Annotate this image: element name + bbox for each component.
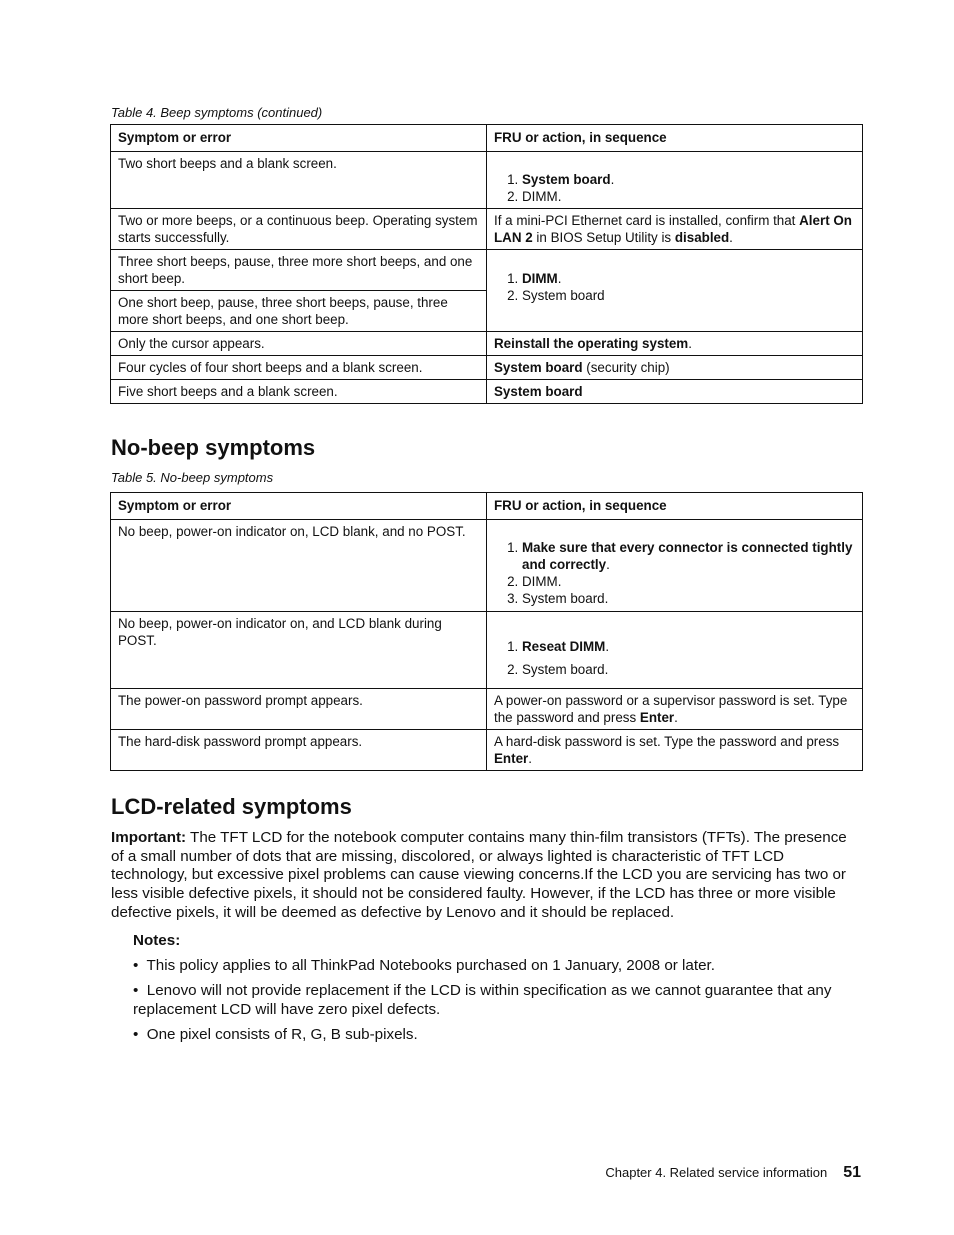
fru-list [494,539,855,607]
table-row [111,250,863,291]
page-number: 51 [843,1164,861,1181]
fru-text: . [528,751,532,766]
fru-cell [487,612,863,689]
fru-list [494,638,855,678]
list-item: 3. System board. [522,590,855,607]
table-header-row [111,493,863,520]
symptom-cell: One short beep, pause, three short beeps, pause, three more short beeps, and one short beep. [111,291,487,332]
section-heading: No-beep symptoms [111,435,316,460]
list-item [522,171,855,188]
note-text: Lenovo will not provide replacement if the LCD is within specification as we cannot guarantee that any replacement LCD will have zero pixel defects. [133,982,832,1018]
fru-action-bold: DIMM [522,271,558,286]
note-text: One pixel consists of R, G, B sub-pixels. [146,1026,418,1043]
list-item [522,638,855,655]
list-item [522,539,855,573]
list-item [522,270,855,287]
list-item [133,1025,843,1044]
fru-list [494,270,855,304]
fru-text: A hard-disk password is set. Type the password and press [494,734,840,749]
fru-text-bold: disabled [674,230,730,245]
important-text: The TFT LCD for the notebook computer contains many thin-film transistors (TFTs). The presence of a small number of dots that are missing, discolored, or always lighted is characteristic of TFT LCD technology, but excessive pixel problems can cause viewing concerns.If the LCD you are servicing has two or less visible defective pixels, it should not be considered faulty. However, if the LCD has three or more visible defective pixels, it will be deemed as defective by Lenovo and it should be replaced. [111,829,847,921]
fru-cell [487,380,863,404]
fru-action-tail: . [606,557,610,572]
fru-text-bold: System board [494,360,583,375]
symptom-cell: Five short beeps and a blank screen. [111,380,487,404]
fru-text: A power-on password or a supervisor password is set. Type the password and press [494,693,848,725]
table-row [111,356,863,380]
table-row [111,689,863,730]
fru-text: If a mini-PCI Ethernet card is installed, confirm that [494,213,800,228]
fru-cell [487,689,863,730]
list-item: 2. DIMM. [522,188,855,205]
fru-text: . [688,336,692,351]
beep-symptoms-table [110,124,863,404]
column-header-symptom: Symptom or error [111,493,487,520]
symptom-cell: Only the cursor appears. [111,332,487,356]
fru-action-bold: Make sure that every connector is connected tightly and correctly [522,540,853,572]
table-row [111,380,863,404]
symptom-cell: Three short beeps, pause, three more short beeps, and one short beep. [111,250,487,291]
list-item [133,956,843,975]
column-header-fru: FRU or action, in sequence [487,125,863,152]
fru-action-tail: . [605,639,610,654]
fru-text-bold: Reinstall the operating system [494,336,689,351]
bullet-icon: • [133,982,139,999]
table-row [111,520,863,612]
fru-cell [487,332,863,356]
page-footer [605,1163,861,1183]
fru-action-bold: Reseat DIMM [522,639,606,654]
table-row [111,209,863,250]
list-item: 2. System board [522,287,855,304]
symptom-cell: The hard-disk password prompt appears. [111,730,487,771]
fru-text: . [674,710,678,725]
symptom-cell: The power-on password prompt appears. [111,689,487,730]
fru-text-bold: Enter [639,710,675,725]
fru-action-tail: . [557,271,562,286]
symptom-cell: Four cycles of four short beeps and a blank screen. [111,356,487,380]
symptom-cell: No beep, power-on indicator on, and LCD blank during POST. [111,612,487,689]
fru-text-bold: Enter [494,751,529,766]
fru-cell [487,152,863,209]
fru-text: in BIOS Setup Utility is [532,230,675,245]
list-item: 2. DIMM. [522,573,855,590]
table-row [111,612,863,689]
table-row [111,152,863,209]
fru-text-bold: Alert On LAN 2 [494,213,852,245]
fru-cell [487,356,863,380]
table-caption: Table 4. Beep symptoms (continued) [111,105,323,120]
fru-list [494,171,855,205]
table-row [111,332,863,356]
symptom-cell: Two or more beeps, or a continuous beep. Operating system starts successfully. [111,209,487,250]
table-header-row [111,125,863,152]
table-caption: Table 5. No-beep symptoms [111,470,274,485]
column-header-fru: FRU or action, in sequence [487,493,863,520]
note-text: This policy applies to all ThinkPad Notebooks purchased on 1 January, 2008 or later. [146,957,715,974]
fru-action-tail: . [610,172,615,187]
table-row [111,730,863,771]
list-item [133,981,843,1019]
fru-text: (security chip) [582,360,670,375]
chapter-label: Chapter 4. Related service information [605,1165,828,1180]
fru-action-bold: System board [522,172,611,187]
important-label: Important: [111,829,187,846]
symptom-cell: No beep, power-on indicator on, LCD blank, and no POST. [111,520,487,612]
fru-text: . [729,230,733,245]
no-beep-symptoms-table [110,492,863,771]
list-item: 2. System board. [522,661,855,678]
notes-title: Notes: [133,932,181,949]
fru-cell [487,730,863,771]
fru-cell [487,250,863,332]
symptom-cell: Two short beeps and a blank screen. [111,152,487,209]
bullet-icon: • [133,957,139,974]
important-paragraph [111,829,863,923]
fru-text-bold: System board [494,384,583,399]
column-header-symptom: Symptom or error [111,125,487,152]
fru-cell [487,520,863,612]
bullet-icon: • [133,1026,139,1043]
section-heading: LCD-related symptoms [111,794,352,819]
fru-cell [487,209,863,250]
